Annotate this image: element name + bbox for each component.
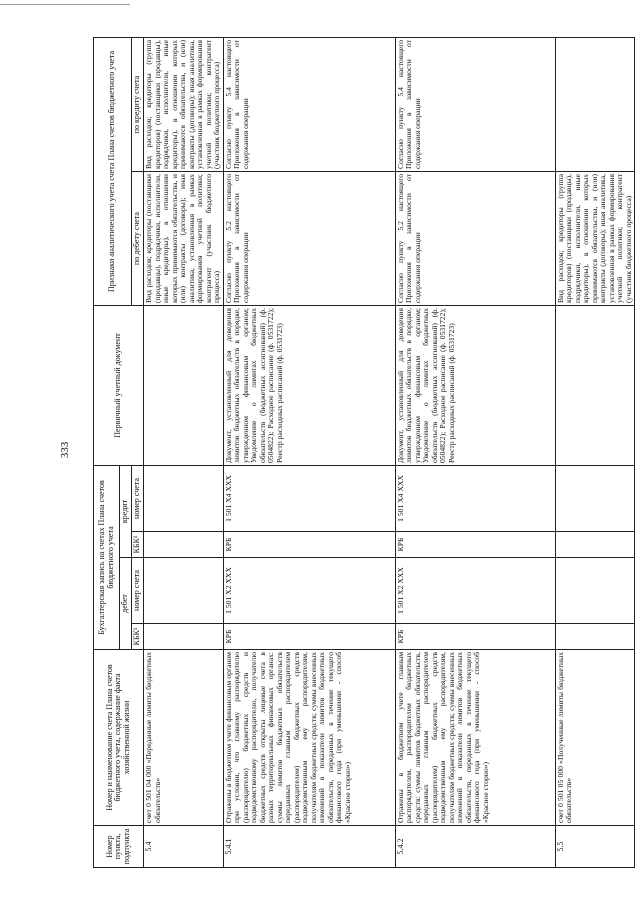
- row-feat-credit: [555, 37, 635, 171]
- row-debit-acc: 1 501 Х2 ХХХ: [395, 558, 555, 624]
- row-credit-acc: [144, 466, 224, 532]
- row-credit-acc: 1 501 Х4 ХХХ: [223, 466, 395, 532]
- table-row: [395, 37, 555, 867]
- row-feat-debit: Согласно пункту 5.2 настоящего Приложения в зависимости от содержания операции: [223, 172, 395, 306]
- row-credit-kbk: [555, 532, 635, 558]
- header-debit-kbk: КБК¹: [132, 624, 144, 650]
- row-credit-acc: [555, 466, 635, 532]
- table-row: [555, 37, 635, 867]
- row-num: 5.5: [555, 826, 635, 868]
- page-number: 333: [59, 441, 71, 459]
- row-feat-credit: Вид расходов; кредиторы (группа кредиторов) (поставщики (продавцы), подрядчики, исполнители, иные кредиторы), в отношении которых принимаются обязательства, и (или) контракты (договоры); иная аналитика, установленная в рамках формирования учетной политики; контрагент (участник бюджетного процесса): [144, 37, 224, 171]
- header-accounting: Бухгалтерская запись на счетах Плана счетов бюджетного учета: [94, 466, 120, 650]
- header-feat-debit: по дебету счета: [132, 172, 144, 306]
- header-num: Номер пункта, подпункта: [94, 826, 144, 868]
- row-num: 5.4: [144, 826, 224, 868]
- row-debit-acc: [555, 558, 635, 624]
- row-name: Отражены в бюджетном учете главным распорядителем, распорядителем бюджетных средств: суммы лимитов бюджетных обязательств, переданных главным распорядителем (распорядителем) бюджетных средств подведомственным ему распорядителям, получателям бюджетных средств; суммы внесенных изменений в показатели лимитов бюджетных обязательств, переданных в течение текущего финансового года (при уменьшении - способ «Красное сторно»): [395, 650, 555, 826]
- rotated-table-container: [93, 38, 633, 868]
- row-name: счет 0 501 05 000 «Полученные лимиты бюджетных обязательств»: [555, 650, 635, 826]
- row-feat-debit: Вид расходов; кредиторы (поставщики (продавцы), подрядчики, исполнители, иные кредиторы), в отношении которых принимаются обязательства, и (или) контракты (договоры); иная аналитика, установленная в рамках формирования учетной политики; контрагент (участник бюджетного процесса): [144, 172, 224, 306]
- row-feat-credit: Согласно пункту 5.4 настоящего Приложения в зависимости от содержания операции: [223, 37, 395, 171]
- row-credit-kbk: КРБ: [395, 532, 555, 558]
- table-row: [223, 37, 395, 867]
- header-name: Номер и наименование счета Плана счетов бюджетного учета, содержание факта хозяйственной жизни: [94, 650, 144, 826]
- row-debit-kbk: КРБ: [395, 624, 555, 650]
- top-rule: [0, 4, 130, 5]
- header-debit: дебет: [120, 558, 132, 650]
- header-credit-acc: номер счета: [132, 466, 144, 532]
- accounting-table: [93, 37, 635, 868]
- row-debit-acc: [144, 558, 224, 624]
- table-row: [144, 37, 224, 867]
- header-debit-acc: номер счета: [132, 558, 144, 624]
- row-document: Документ, установленный для доведения лимитов бюджетных обязательств в порядке, утвержденном финансовым органом; Уведомление о лимитах бюджетных обязательств (бюджетных ассигнований) (ф. 0504822); Расходное расписание (ф. 0531722); Реестр расходных расписаний (ф. 0531723): [223, 306, 395, 466]
- row-feat-debit: Согласно пункту 5.2 настоящего Приложения в зависимости от содержания операции: [395, 172, 555, 306]
- row-debit-kbk: [555, 624, 635, 650]
- row-num: 5.4.1: [223, 826, 395, 868]
- row-feat-credit: Согласно пункту 5.4 настоящего Приложения в зависимости от содержания операции: [395, 37, 555, 171]
- row-credit-acc: 1 501 Х4 ХХХ: [395, 466, 555, 532]
- row-document: Документ, установленный для доведения лимитов бюджетных обязательств в порядке, утвержденном финансовым органом; Уведомление о лимитах бюджетных обязательств (бюджетных ассигнований) (ф. 0504822); Расходное расписание (ф. 0531722); Реестр расходных расписаний (ф. 0531723): [395, 306, 555, 466]
- row-name: Отражены в бюджетном учете финансовым органом при условии, что главному распорядителю (распорядителю) бюджетных средств и подведомственному распорядителю, получателю бюджетных средств открыты лицевые счета в разных территориальных финансовых органах: суммы лимитов бюджетных обязательств переданных главным распорядителем (распорядителем) бюджетных средств подведомственным ему распорядителям, получателям бюджетных средств; суммы внесенных изменений в показатели лимитов бюджетных обязательств, переданных в течение текущего финансового года (при уменьшении - способ «Красное сторно»): [223, 650, 395, 826]
- header-credit: кредит: [120, 466, 132, 558]
- row-credit-kbk: КРБ: [223, 532, 395, 558]
- row-num: 5.4.2: [395, 826, 555, 868]
- row-document: [555, 306, 635, 466]
- row-document: [144, 306, 224, 466]
- row-credit-kbk: [144, 532, 224, 558]
- header-document: Первичный учетный документ: [94, 306, 144, 466]
- header-credit-kbk: КБК¹: [132, 532, 144, 558]
- row-name: счет 0 501 04 000 «Переданные лимиты бюджетных обязательств»: [144, 650, 224, 826]
- row-debit-kbk: [144, 624, 224, 650]
- row-debit-kbk: КРБ: [223, 624, 395, 650]
- row-feat-debit: Вид расходов; кредиторы (группа кредиторов) (поставщики (продавцы), подрядчики, исполнители, иные кредиторы), в отношении которых принимаются обязательства, и (или) контракты (договоры); иная аналитика, установленная в рамках формирования учетной политики; контрагент (участник бюджетного процесса): [555, 172, 635, 306]
- row-debit-acc: 1 501 Х2 ХХХ: [223, 558, 395, 624]
- header-feat-credit: по кредиту счета: [132, 37, 144, 171]
- header-features: Признаки аналитического учета счета Плана счетов бюджетного учета: [94, 37, 132, 305]
